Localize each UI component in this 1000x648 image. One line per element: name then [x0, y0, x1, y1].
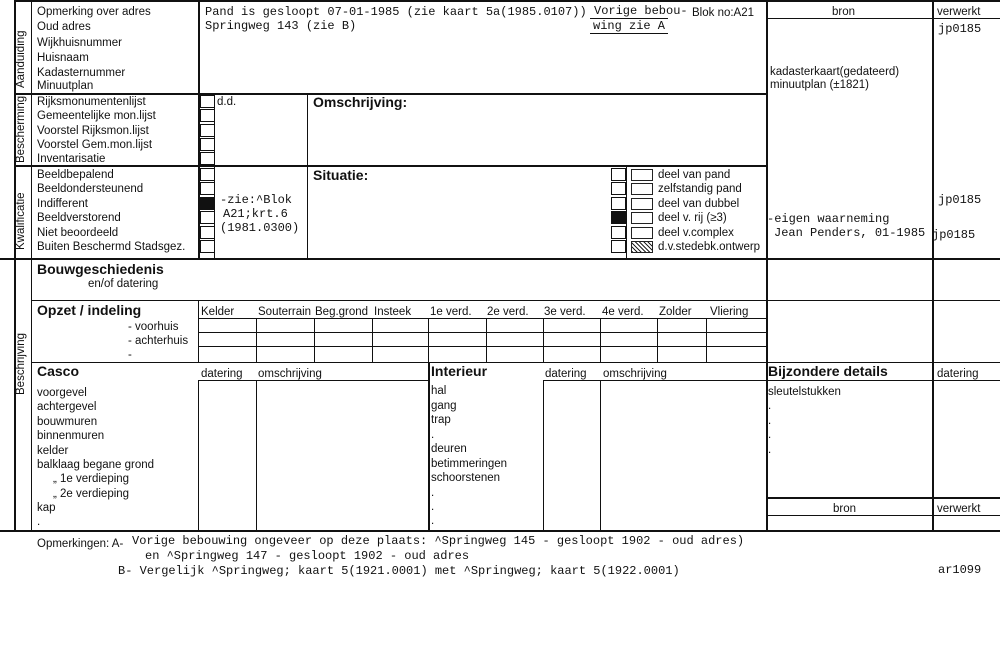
- verwerkt-kwal-1: jp0185: [938, 193, 982, 207]
- label-voorstel-rijksmon: Voorstel Rijksmon.lijst: [37, 125, 149, 137]
- opmerkingen-a-line1: Vorige bebouwing ongeveer op deze plaats: ^Springweg 145 - gesloopt 1902 - oud adres): [132, 534, 745, 548]
- opzet-col-insteek: Insteek: [374, 306, 412, 318]
- bron-jean-penders: Jean Penders, 01-1985: [774, 226, 926, 240]
- interieur-item: trap: [431, 414, 451, 426]
- label-wijkhuisnummer: Wijkhuisnummer: [37, 37, 122, 49]
- vorige-bebouwing-line1: Vorige bebou-: [594, 4, 688, 18]
- bijzonder-bron: bron: [833, 503, 857, 515]
- casco-item: .: [37, 516, 41, 528]
- checkbox-rijksmon[interactable]: [200, 95, 215, 108]
- adres-text-line1: Pand is gesloopt 07-01-1985 (zie kaart 5a(1985.0107)): [205, 5, 587, 19]
- opmerkingen-label: Opmerkingen: A-: [37, 538, 124, 550]
- label-inventarisatie: Inventarisatie: [37, 153, 106, 165]
- checkbox-deel-v-rij-checked[interactable]: [611, 211, 626, 224]
- casco-item: „ 2e verdieping: [53, 488, 130, 500]
- kwal-note-line3: (1981.0300): [220, 221, 300, 235]
- checkbox-gemeentelijk[interactable]: [200, 109, 215, 122]
- interieur-item: .: [431, 515, 435, 527]
- casco-heading: Casco: [37, 363, 80, 379]
- checkbox-niet-beoordeeld[interactable]: [200, 226, 215, 239]
- bijzonder-dot: .: [768, 415, 772, 427]
- interieur-item: schoorstenen: [431, 472, 501, 484]
- building-urban-design-icon: [631, 241, 653, 253]
- casco-item: kap: [37, 502, 56, 514]
- label-oud-adres: Oud adres: [37, 21, 91, 33]
- opzet-row-achterhuis: - achterhuis: [128, 335, 189, 347]
- checkbox-beeldondersteunend[interactable]: [200, 182, 215, 195]
- label-voorstel-gemmon: Voorstel Gem.mon.lijst: [37, 139, 153, 151]
- omschrijving-heading: Omschrijving:: [313, 94, 408, 110]
- checkbox-voorstel-rijks[interactable]: [200, 124, 215, 137]
- bijzonder-heading: Bijzondere details: [768, 363, 888, 379]
- label-opmerking-adres: Opmerking over adres: [37, 6, 151, 18]
- checkbox-buiten-beschermd[interactable]: [200, 240, 215, 253]
- interieur-omschrijving: omschrijving: [603, 368, 667, 380]
- blok-number: Blok no:A21: [692, 7, 755, 19]
- bijzonder-dot: .: [768, 400, 772, 412]
- bron-eigen-waarneming: -eigen waarneming: [767, 212, 890, 226]
- section-beschrijving: Beschrijving: [15, 333, 27, 395]
- casco-item: binnenmuren: [37, 430, 105, 442]
- opzet-row-blank: -: [128, 349, 132, 361]
- sit-dv-stedebk: d.v.stedebk.ontwerp: [658, 241, 761, 253]
- opmerkingen-b: B- Vergelijk ^Springweg; kaart 5(1921.0001) met ^Springweg; kaart 5(1922.0001): [118, 564, 680, 578]
- bijzonder-dot: .: [768, 444, 772, 456]
- checkbox-deel-van-dubbel[interactable]: [611, 197, 626, 210]
- opmerkingen-verwerkt: ar1099: [938, 563, 982, 577]
- checkbox-beeldverstorend[interactable]: [200, 211, 215, 224]
- opzet-col-2e-verd: 2e verd.: [487, 306, 529, 318]
- checkbox-inventarisatie[interactable]: [200, 152, 215, 165]
- checkbox-dv-stedebk[interactable]: [611, 240, 626, 253]
- verwerkt-kwal-2: jp0185: [932, 228, 976, 242]
- label-huisnaam: Huisnaam: [37, 52, 89, 64]
- interieur-item: gang: [431, 400, 457, 412]
- adres-text-line2: Springweg 143 (zie B): [205, 19, 357, 33]
- bron-minuutplan: minuutplan (±1821): [770, 79, 870, 91]
- bijzonder-datering: datering: [937, 368, 979, 380]
- opzet-col-zolder: Zolder: [659, 306, 692, 318]
- checkbox-beeldbepalend[interactable]: [200, 168, 215, 181]
- header-verwerkt: verwerkt: [937, 6, 981, 18]
- opzet-col-4e-verd: 4e verd.: [602, 306, 644, 318]
- casco-item: kelder: [37, 445, 69, 457]
- kwal-note-line2: A21;krt.6: [223, 207, 288, 221]
- situatie-heading: Situatie:: [313, 167, 369, 183]
- opzet-col-beg-grond: Beg.grond: [315, 306, 369, 318]
- interieur-heading: Interieur: [431, 363, 488, 379]
- casco-item: „ 1e verdieping: [53, 473, 130, 485]
- vorige-bebouwing-line2: wing zie A: [590, 18, 668, 34]
- building-double-icon: [631, 198, 653, 210]
- bijzonder-verwerkt: verwerkt: [937, 503, 981, 515]
- header-bron: bron: [832, 6, 856, 18]
- opzet-row-voorhuis: - voorhuis: [128, 321, 179, 333]
- interieur-item: hal: [431, 385, 447, 397]
- bouwgeschiedenis-heading: Bouwgeschiedenis: [37, 261, 164, 277]
- label-minuutplan: Minuutplan: [37, 80, 94, 92]
- label-kadasternummer: Kadasternummer: [37, 67, 126, 79]
- section-aanduiding: Aanduiding: [15, 30, 27, 88]
- sit-deel-v-rij: deel v. rij (≥3): [658, 212, 727, 224]
- sit-deel-van-dubbel: deel van dubbel: [658, 198, 740, 210]
- interieur-item: .: [431, 501, 435, 513]
- bron-kadaster: kadasterkaart(gedateerd): [770, 66, 900, 78]
- casco-datering: datering: [201, 368, 243, 380]
- label-rijksmonumentenlijst: Rijksmonumentenlijst: [37, 96, 146, 108]
- casco-item: bouwmuren: [37, 416, 98, 428]
- label-indifferent: Indifferent: [37, 198, 88, 210]
- building-part-icon: [631, 169, 653, 181]
- label-dd: d.d.: [217, 96, 237, 108]
- bouwgeschiedenis-sub: en/of datering: [88, 278, 159, 290]
- opzet-col-kelder: Kelder: [201, 306, 235, 318]
- label-buiten-beschermd: Buiten Beschermd Stadsgez.: [37, 241, 186, 253]
- interieur-item: .: [431, 487, 435, 499]
- opzet-col-3e-verd: 3e verd.: [544, 306, 586, 318]
- opzet-col-1e-verd: 1e verd.: [430, 306, 472, 318]
- checkbox-voorstel-gem[interactable]: [200, 138, 215, 151]
- interieur-item: deuren: [431, 443, 467, 455]
- checkbox-deel-van-pand[interactable]: [611, 168, 626, 181]
- checkbox-zelfstandig-pand[interactable]: [611, 182, 626, 195]
- checkbox-indifferent-checked[interactable]: [200, 197, 215, 210]
- sit-deel-v-complex: deel v.complex: [658, 227, 734, 239]
- casco-item: achtergevel: [37, 401, 97, 413]
- opzet-col-vliering: Vliering: [710, 306, 749, 318]
- opzet-heading: Opzet / indeling: [37, 302, 142, 318]
- opzet-col-souterrain: Souterrain: [258, 306, 312, 318]
- section-kwalificatie: Kwalificatie: [15, 192, 27, 250]
- label-beeldverstorend: Beeldverstorend: [37, 212, 121, 224]
- casco-item: balklaag begane grond: [37, 459, 155, 471]
- kwal-note-line1: -zie:^Blok: [220, 193, 293, 207]
- building-complex-icon: [631, 227, 653, 239]
- opmerkingen-a-line2: en ^Springweg 147 - gesloopt 1902 - oud adres: [145, 549, 470, 563]
- checkbox-deel-v-complex[interactable]: [611, 226, 626, 239]
- label-gemeentelijke-monlijst: Gemeentelijke mon.lijst: [37, 110, 156, 122]
- bijzonder-dot: .: [768, 429, 772, 441]
- verwerkt-value: jp0185: [938, 22, 982, 36]
- building-standalone-icon: [631, 183, 653, 195]
- sit-deel-van-pand: deel van pand: [658, 169, 731, 181]
- casco-omschrijving: omschrijving: [258, 368, 322, 380]
- interieur-item: betimmeringen: [431, 458, 508, 470]
- building-row-icon: [631, 212, 653, 224]
- interieur-datering: datering: [545, 368, 587, 380]
- sit-zelfstandig-pand: zelfstandig pand: [658, 183, 742, 195]
- section-bescherming: Bescherming: [15, 95, 27, 163]
- label-beeldbepalend: Beeldbepalend: [37, 169, 114, 181]
- label-niet-beoordeeld: Niet beoordeeld: [37, 227, 119, 239]
- casco-item: voorgevel: [37, 387, 87, 399]
- bijzonder-sleutelstukken: sleutelstukken: [768, 386, 841, 398]
- interieur-item: .: [431, 429, 435, 441]
- label-beeldondersteunend: Beeldondersteunend: [37, 183, 144, 195]
